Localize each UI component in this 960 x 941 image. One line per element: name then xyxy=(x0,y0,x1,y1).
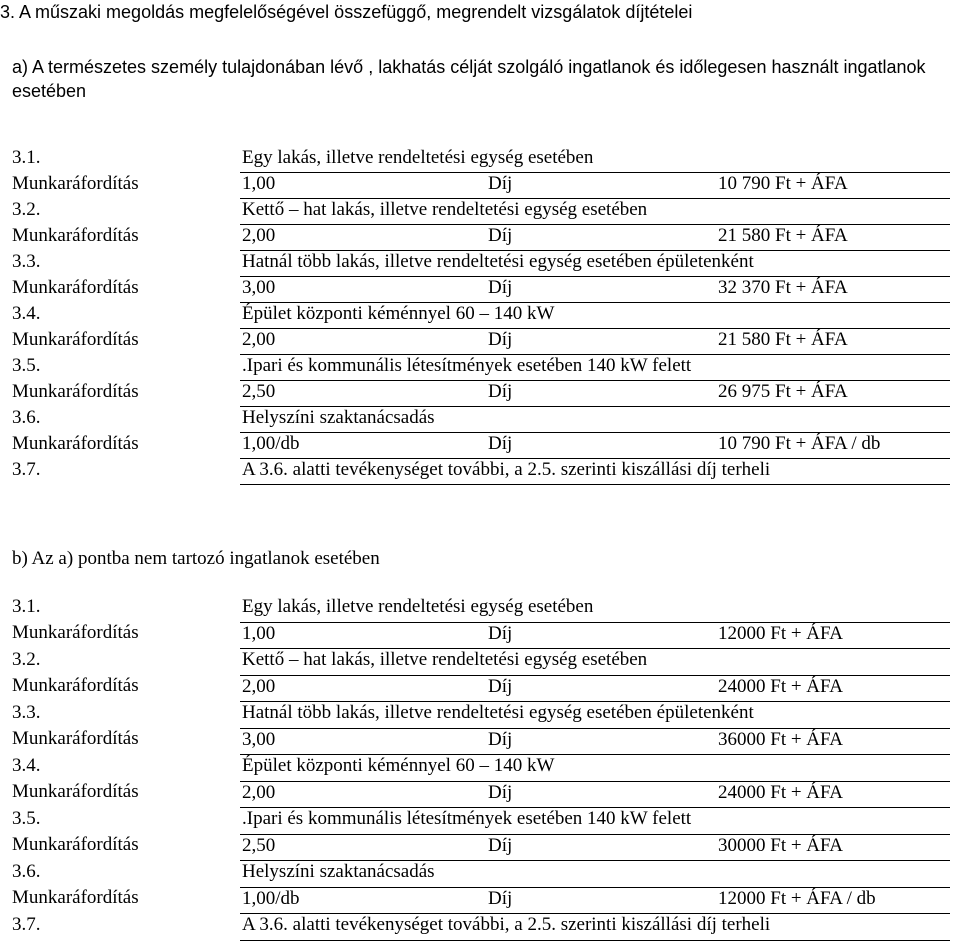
fee-amount: 36000 Ft + ÁFA xyxy=(716,728,950,755)
item-title-row xyxy=(10,147,950,173)
item-values-row xyxy=(10,433,950,459)
work-effort-label: Munkaráfordítás xyxy=(12,887,139,908)
item-number: 3.7. xyxy=(12,458,41,480)
fee-label: Díj xyxy=(486,887,716,914)
item-number: 3.7. xyxy=(12,913,41,935)
work-effort-label: Munkaráfordítás xyxy=(12,834,139,855)
fee-label: Díj xyxy=(486,173,716,199)
item-title: Épület központi kéménnyel 60 – 140 kW xyxy=(240,303,950,329)
item-number: 3.5. xyxy=(12,354,41,376)
work-effort-units: 2,50 xyxy=(240,381,486,407)
item-title: Hatnál több lakás, illetve rendeltetési egység esetében épületenként xyxy=(240,702,950,729)
item-number: 3.3. xyxy=(12,250,41,272)
item-values-row xyxy=(10,781,950,808)
work-effort-units: 2,00 xyxy=(240,329,486,355)
work-effort-label: Munkaráfordítás xyxy=(12,675,139,696)
fee-amount: 24000 Ft + ÁFA xyxy=(716,675,950,702)
item-title-row xyxy=(10,251,950,277)
fee-label: Díj xyxy=(486,381,716,407)
page-heading: 3. A műszaki megoldás megfelelőségével összefüggő, megrendelt vizsgálatok díjtételei xyxy=(0,2,693,22)
item-number: 3.2. xyxy=(12,198,41,220)
item-title: .Ipari és kommunális létesítmények esetében 140 kW felett xyxy=(240,355,950,381)
work-effort-units: 1,00/db xyxy=(240,433,486,459)
fee-amount: 32 370 Ft + ÁFA xyxy=(716,277,950,303)
fee-amount: 30000 Ft + ÁFA xyxy=(716,834,950,861)
work-effort-label: Munkaráfordítás xyxy=(12,380,139,402)
item-values-row xyxy=(10,173,950,199)
item-number: 3.6. xyxy=(12,406,41,428)
item-number: 3.1. xyxy=(12,147,41,168)
item-title: A 3.6. alatti tevékenységet további, a 2.5. szerinti kiszállási díj terheli xyxy=(240,459,950,485)
item-title: Kettő – hat lakás, illetve rendeltetési egység esetében xyxy=(240,649,950,676)
item-title: Helyszíni szaktanácsadás xyxy=(240,861,950,888)
fee-amount: 12000 Ft + ÁFA xyxy=(716,622,950,649)
work-effort-units: 2,00 xyxy=(240,225,486,251)
item-title-row xyxy=(10,808,950,835)
work-effort-units: 1,00/db xyxy=(240,887,486,914)
work-effort-units: 3,00 xyxy=(240,728,486,755)
item-values-row xyxy=(10,225,950,251)
fee-label: Díj xyxy=(486,225,716,251)
item-title-row xyxy=(10,596,950,622)
item-title: A 3.6. alatti tevékenységet további, a 2.5. szerinti kiszállási díj terheli xyxy=(240,914,950,941)
section-a-fee-table xyxy=(10,147,950,485)
fee-amount: 24000 Ft + ÁFA xyxy=(716,781,950,808)
item-values-row xyxy=(10,834,950,861)
item-number: 3.2. xyxy=(12,648,41,670)
work-effort-label: Munkaráfordítás xyxy=(12,172,139,194)
fee-amount: 21 580 Ft + ÁFA xyxy=(716,225,950,251)
work-effort-units: 2,00 xyxy=(240,781,486,808)
item-number: 3.6. xyxy=(12,860,41,882)
item-title-row xyxy=(10,702,950,729)
work-effort-label: Munkaráfordítás xyxy=(12,622,139,643)
fee-label: Díj xyxy=(486,781,716,808)
item-title: Épület központi kéménnyel 60 – 140 kW xyxy=(240,755,950,782)
work-effort-units: 3,00 xyxy=(240,277,486,303)
item-title-row xyxy=(10,199,950,225)
item-values-row xyxy=(10,728,950,755)
item-number: 3.1. xyxy=(12,596,41,617)
item-number: 3.5. xyxy=(12,807,41,829)
item-title-row xyxy=(10,861,950,888)
work-effort-label: Munkaráfordítás xyxy=(12,328,139,350)
item-title-row xyxy=(10,407,950,433)
item-title: Hatnál több lakás, illetve rendeltetési egység esetében épületenként xyxy=(240,251,950,277)
fee-label: Díj xyxy=(486,675,716,702)
fee-amount: 10 790 Ft + ÁFA xyxy=(716,173,950,199)
fee-label: Díj xyxy=(486,834,716,861)
work-effort-units: 2,50 xyxy=(240,834,486,861)
item-title: Helyszíni szaktanácsadás xyxy=(240,407,950,433)
work-effort-units: 1,00 xyxy=(240,173,486,199)
item-values-row xyxy=(10,887,950,914)
item-title: Kettő – hat lakás, illetve rendeltetési egység esetében xyxy=(240,199,950,225)
item-title-row xyxy=(10,755,950,782)
item-values-row xyxy=(10,329,950,355)
fee-amount: 21 580 Ft + ÁFA xyxy=(716,329,950,355)
item-title-row xyxy=(10,459,950,485)
item-number: 3.4. xyxy=(12,302,41,324)
item-values-row xyxy=(10,381,950,407)
section-b-title: b) Az a) pontba nem tartozó ingatlanok esetében xyxy=(12,548,380,569)
section-a-title: a) A természetes személy tulajdonában lévő , lakhatás célját szolgáló ingatlanok és időlegesen használt ingatlanok esetében xyxy=(12,57,926,101)
item-title-row xyxy=(10,914,950,941)
fee-amount: 26 975 Ft + ÁFA xyxy=(716,381,950,407)
work-effort-label: Munkaráfordítás xyxy=(12,728,139,749)
fee-label: Díj xyxy=(486,277,716,303)
item-title-row xyxy=(10,649,950,676)
section-b-fee-table xyxy=(10,596,950,941)
work-effort-label: Munkaráfordítás xyxy=(12,276,139,298)
work-effort-units: 2,00 xyxy=(240,675,486,702)
item-title-row xyxy=(10,355,950,381)
fee-label: Díj xyxy=(486,433,716,459)
fee-label: Díj xyxy=(486,622,716,649)
work-effort-label: Munkaráfordítás xyxy=(12,781,139,802)
item-values-row xyxy=(10,622,950,649)
fee-label: Díj xyxy=(486,329,716,355)
item-number: 3.3. xyxy=(12,701,41,723)
item-title-row xyxy=(10,303,950,329)
item-values-row xyxy=(10,675,950,702)
work-effort-units: 1,00 xyxy=(240,622,486,649)
item-values-row xyxy=(10,277,950,303)
fee-amount: 12000 Ft + ÁFA / db xyxy=(716,887,950,914)
work-effort-label: Munkaráfordítás xyxy=(12,224,139,246)
fee-amount: 10 790 Ft + ÁFA / db xyxy=(716,433,950,459)
item-title: Egy lakás, illetve rendeltetési egység esetében xyxy=(240,596,950,622)
work-effort-label: Munkaráfordítás xyxy=(12,432,139,454)
item-number: 3.4. xyxy=(12,754,41,776)
fee-label: Díj xyxy=(486,728,716,755)
item-title: .Ipari és kommunális létesítmények esetében 140 kW felett xyxy=(240,808,950,835)
item-title: Egy lakás, illetve rendeltetési egység esetében xyxy=(240,147,950,173)
